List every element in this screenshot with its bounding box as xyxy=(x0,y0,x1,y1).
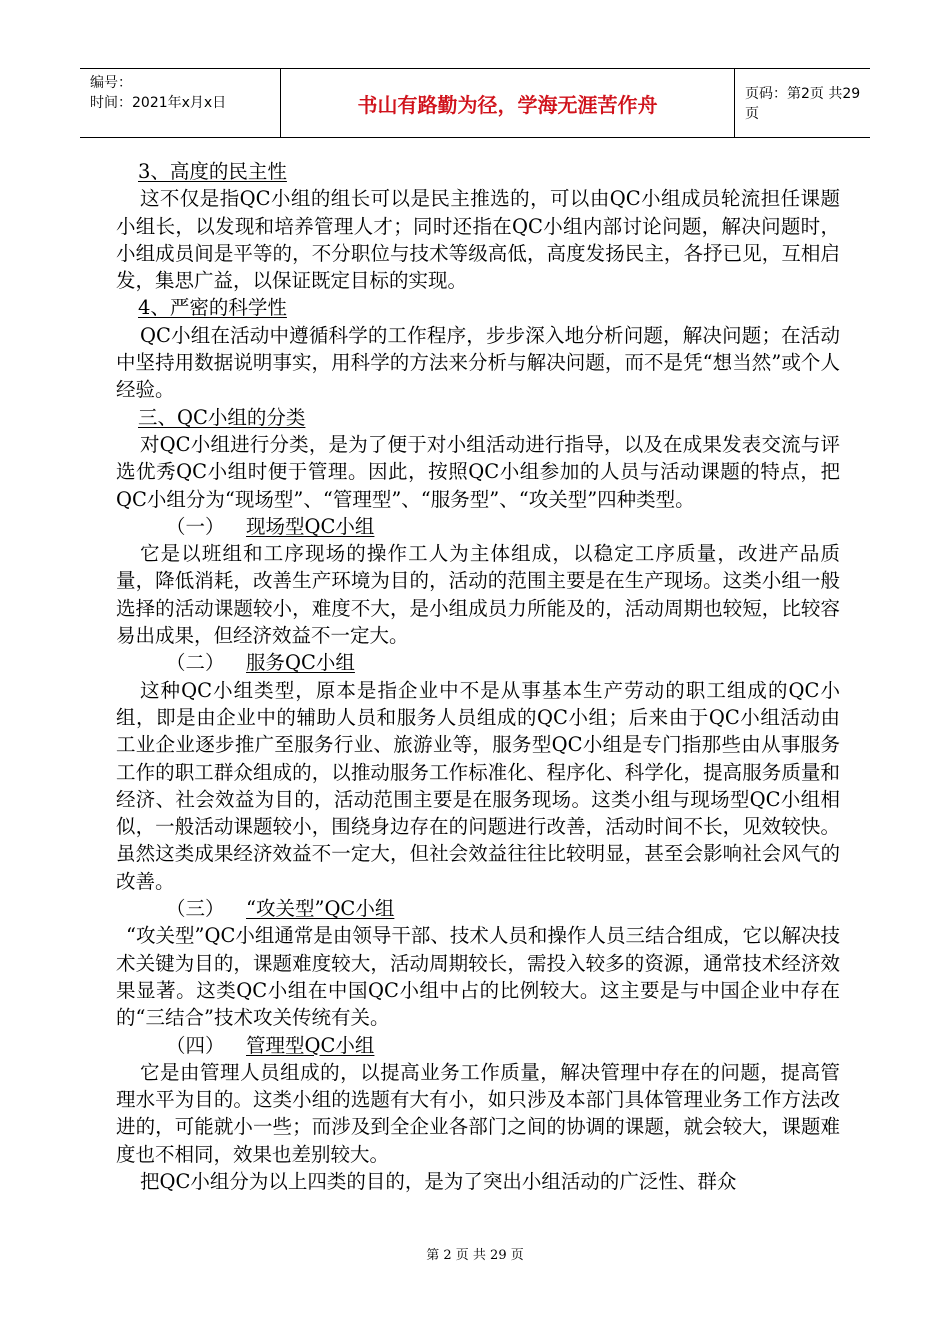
header-page-info: 页码：第2页 共29页 xyxy=(745,86,861,122)
subheading-title: 现场型QC小组 xyxy=(246,514,375,538)
paragraph-democracy: 这不仅是指QC小组的组长可以是民主推选的，可以由QC小组成员轮流担任课题小组长，以发现和培养管理人才；同时还指在QC小组内部讨论问题，解决问题时，小组成员间是平等的，不分职位与技术等级高低，高度发扬民主，各抒已见，互相启发，集思广益，以保证既定目标的实现。 xyxy=(116,187,840,293)
document-time-label: 时间：2021年x月x日 xyxy=(90,95,227,111)
subheading-title: 服务QC小组 xyxy=(246,651,355,675)
document-body xyxy=(116,158,840,1195)
subheading-service xyxy=(116,649,840,676)
subheading-tackle xyxy=(116,895,840,922)
subheading-management xyxy=(116,1032,840,1059)
heading-democracy: 3、高度的民主性 xyxy=(138,160,287,183)
paragraph-management: 它是由管理人员组成的，以提高业务工作质量，解决管理中存在的问题，提高管理水平为目的。这类小组的选题有大有小，如只涉及本部门具体管理业务工作方法改进的，可能就小一些；而涉及到全企业各部门之间的协调的课题，就会较大，课题难度也不相同，效果也差别较大。 xyxy=(116,1060,840,1166)
paragraph-tackle: “攻关型”QC小组通常是由领导干部、技术人员和操作人员三结合组成，它以解决技术关键为目的，课题难度较大，活动周期较长，需投入较多的资源，通常技术经济效果显著。这类QC小组在中国QC小组中占的比例较大。这主要是与中国企业中存在的“三结合”技术攻关传统有关。 xyxy=(116,924,840,1030)
paragraph-service: 这种QC小组类型，原本是指企业中不是从事基本生产劳动的职工组成的QC小组，即是由企业中的辅助人员和服务人员组成的QC小组；后来由于QC小组活动由工业企业逐步推广至服务行业、旅游业等，服务型QC小组是专门指那些由从事服务工作的职工群众组成的，以推动服务工作标准化、程序化、科学化，提高服务质量和经济、社会效益为目的，活动范围主要是在服务现场。这类小组与现场型QC小组相似，一般活动课题较小，围绕身边存在的问题进行改善，活动时间不长，见效较快。虽然这类成果经济效益不一定大，但社会效益往往比较明显，甚至会影响社会风气的改善。 xyxy=(116,678,840,893)
header-motto: 书山有路勤为径，学海无涯苦作舟 xyxy=(280,69,735,137)
section-heading xyxy=(116,404,840,431)
paragraph-science: QC小组在活动中遵循科学的工作程序，步步深入地分析问题，解决问题；在活动中坚持用数据说明事实，用科学的方法来分析与解决问题，而不是凭“想当然”或个人经验。 xyxy=(116,323,840,402)
subheading-number: （二） xyxy=(166,651,225,675)
heading-science: 4、严密的科学性 xyxy=(138,296,287,320)
section-heading xyxy=(116,294,840,321)
paragraph-onsite: 它是以班组和工序现场的操作工人为主体组成，以稳定工序质量，改进产品质量，降低消耗，改善生产环境为目的，活动的范围主要是在生产现场。这类小组一般选择的活动课题较小，难度不大，是小组成员力所能及的，活动周期也较短，比较容易出成果，但经济效益不一定大。 xyxy=(116,542,840,648)
header-meta xyxy=(80,69,280,137)
subheading-title: “攻关型”QC小组 xyxy=(246,897,395,921)
subheading-onsite xyxy=(116,513,840,540)
page-header xyxy=(80,68,870,138)
heading-classification: 三、QC小组的分类 xyxy=(138,405,306,429)
paragraph-closing: 把QC小组分为以上四类的目的，是为了突出小组活动的广泛性、群众 xyxy=(140,1169,737,1193)
subheading-title: 管理型QC小组 xyxy=(246,1033,375,1057)
section-heading xyxy=(116,158,840,185)
page-footer: 第 2 页 共 29 页 xyxy=(426,1248,524,1263)
paragraph-classification: 对QC小组进行分类，是为了便于对小组活动进行指导，以及在成果发表交流与评选优秀QC小组时便于管理。因此，按照QC小组参加的人员与活动课题的特点，把QC小组分为“现场型”、“管理型”、“服务型”、“攻关型”四种类型。 xyxy=(116,432,840,511)
subheading-number: （四） xyxy=(166,1033,225,1057)
subheading-number: （三） xyxy=(166,897,225,921)
document-number-label: 编号： xyxy=(90,75,132,91)
subheading-number: （一） xyxy=(166,514,225,538)
